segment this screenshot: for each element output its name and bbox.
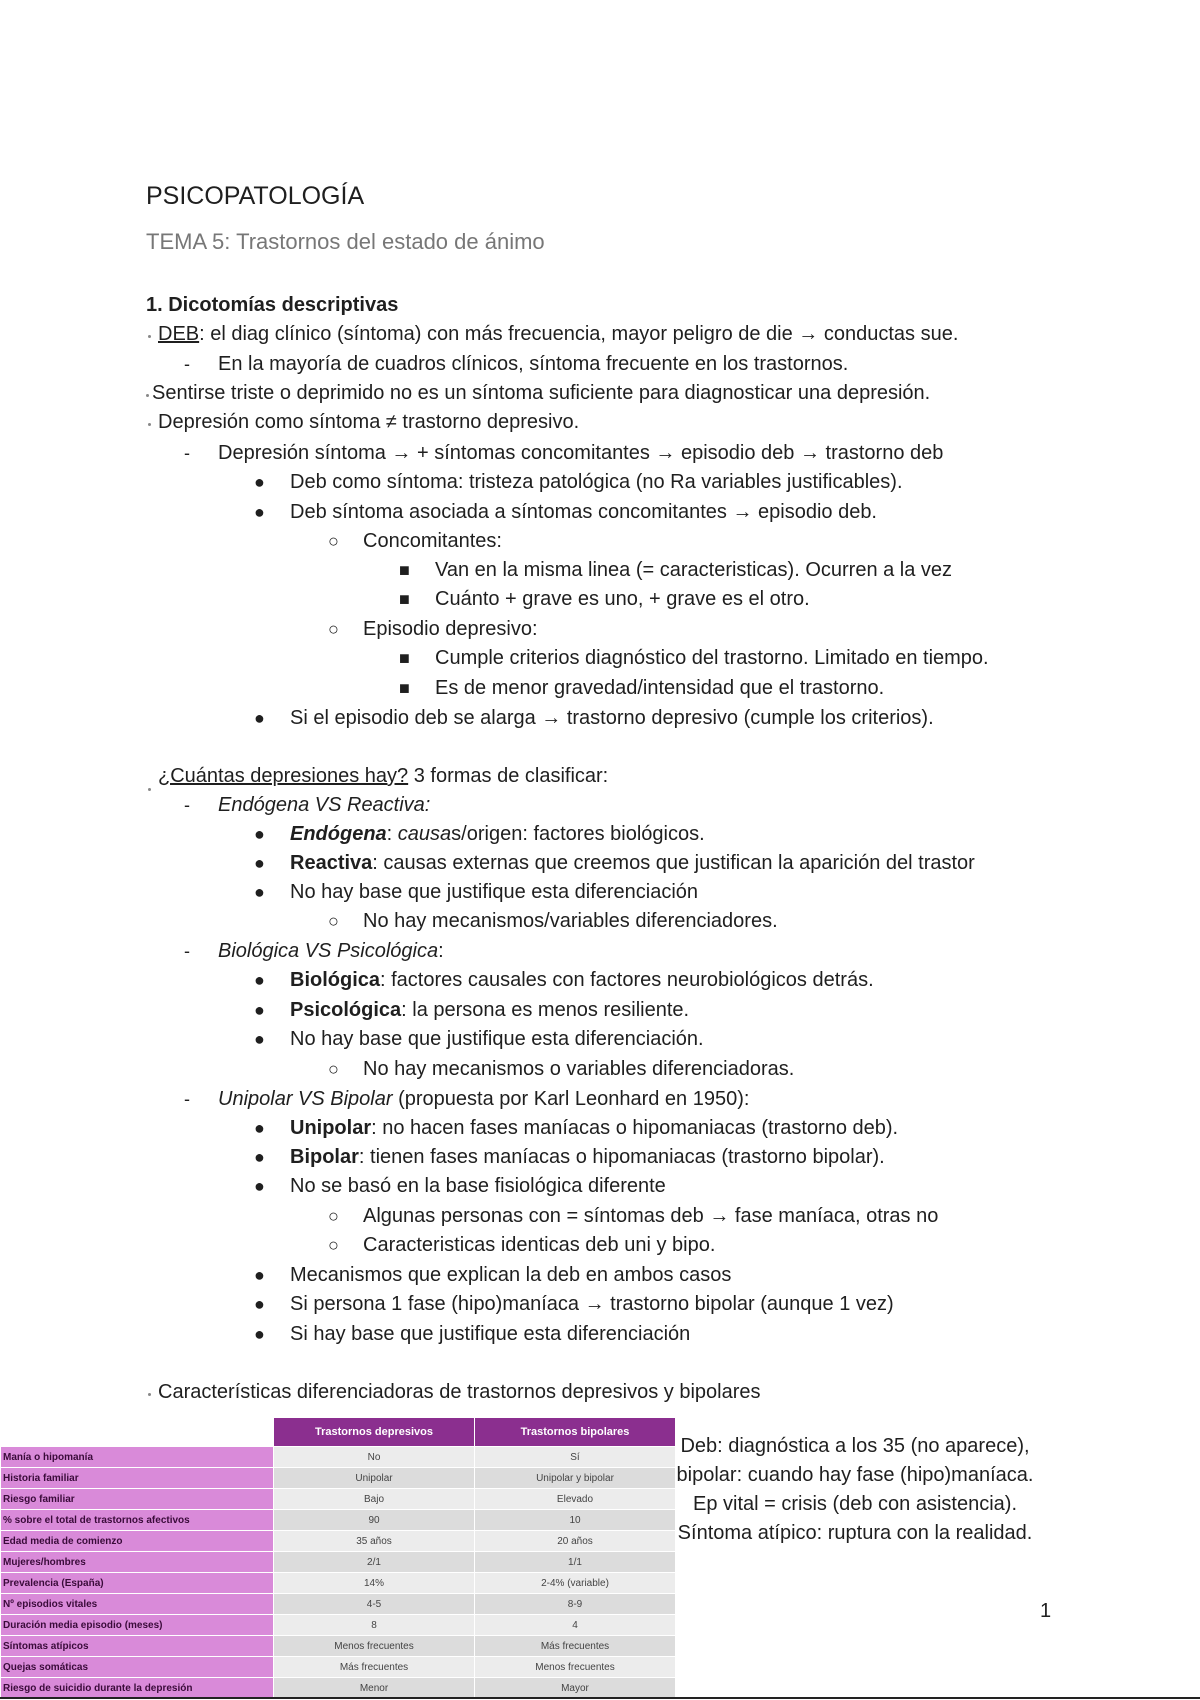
bullet-icon: ● [254,1176,265,1196]
note-line: Ep vital = crisis (deb con asistencia). [692,1493,1018,1515]
text-line: Si hay base que justifique esta diferenciación [290,1323,691,1345]
bullet-icon: ● [254,502,265,522]
text-line: No hay mecanismos o variables diferenciadoras. [363,1058,795,1080]
table-cell: 10 [475,1510,676,1531]
row-label: Nº episodios vitales [1,1594,274,1615]
row-label: Duración media episodio (meses) [1,1615,274,1636]
small-bullet-icon [148,788,151,791]
text-line: Depresión síntoma → + síntomas concomitantes → episodio deb → trastorno deb [218,442,944,464]
bullet-icon: ● [254,472,265,492]
table-row [1,1615,676,1636]
text-line: Deb síntoma asociada a síntomas concomitantes → episodio deb. [290,501,877,523]
small-bullet-icon [148,335,151,338]
table-cell: Unipolar y bipolar [475,1468,676,1489]
table-cell: 8-9 [475,1594,676,1615]
row-label: Quejas somáticas [1,1657,274,1678]
table-cell: Unipolar [274,1468,475,1489]
text-line: Caracteristicas identicas deb uni y bipo. [363,1234,716,1256]
note-line: Síntoma atípico: ruptura con la realidad. [677,1522,1033,1544]
text-line: Si el episodio deb se alarga → trastorno depresivo (cumple los criterios). [290,707,934,729]
row-label: Mujeres/hombres [1,1552,274,1573]
row-label: Riesgo de suicidio durante la depresión [1,1678,274,1699]
text-line: Unipolar: no hacen fases maníacas o hipomaniacas (trastorno deb). [290,1117,899,1139]
text-line: No hay base que justifique esta diferenciación [290,881,699,903]
text-line: Endógena VS Reactiva: [218,794,431,816]
table-cell: Menos frecuentes [274,1636,475,1657]
circle-bullet-icon: ○ [328,911,339,931]
bullet-icon: ● [254,1294,265,1314]
table-row [1,1531,676,1552]
note-line: Deb: diagnóstica a los 35 (no aparece), [680,1435,1030,1457]
page-number: 1 [1040,1600,1052,1622]
row-label: Riesgo familiar [1,1489,274,1510]
text-line: Características diferenciadoras de trastornos depresivos y bipolares [158,1381,761,1403]
table-cell: 14% [274,1573,475,1594]
table-cell: 20 años [475,1531,676,1552]
row-label: Síntomas atípicos [1,1636,274,1657]
side-note [650,1432,1060,1548]
dash-marker-icon: - [184,1089,190,1109]
small-bullet-icon [148,423,151,426]
table-header-blank [1,1418,274,1447]
bullet-icon: ● [254,1029,265,1049]
dash-marker-icon: - [184,795,190,815]
table-cell: 90 [274,1510,475,1531]
bullet-icon: ● [254,1000,265,1020]
text-line: Si persona 1 fase (hipo)maníaca → trastorno bipolar (aunque 1 vez) [290,1293,894,1315]
dash-marker-icon: - [184,941,190,961]
table-cell: 4-5 [274,1594,475,1615]
bullet-icon: ● [254,824,265,844]
dash-marker-icon: - [184,354,190,374]
table-cell: 8 [274,1615,475,1636]
section-heading: 1. Dicotomías descriptivas [146,294,399,316]
text-line: Sentirse triste o deprimido no es un síntoma suficiente para diagnosticar una depresión. [152,382,931,404]
text-line: Episodio depresivo: [363,618,538,640]
document-title: PSICOPATOLOGÍA [146,182,365,210]
text-line: Concomitantes: [363,530,502,552]
text-line: Biológica: factores causales con factores neurobiológicos detrás. [290,969,874,991]
text-line: Deb como síntoma: tristeza patológica (no Ra variables justificables). [290,471,903,493]
row-label: Historia familiar [1,1468,274,1489]
text-line: Reactiva: causas externas que creemos que justifican la aparición del trastor [290,852,975,874]
row-label: Manía o hipomanía [1,1447,274,1468]
text-line: Cuánto + grave es uno, + grave es el otro. [435,588,810,610]
square-bullet-icon: ■ [399,560,410,580]
table-row [1,1594,676,1615]
text-line: No hay mecanismos/variables diferenciadores. [363,910,778,932]
table-row [1,1510,676,1531]
table-cell: No [274,1447,475,1468]
table-cell: Más frecuentes [274,1657,475,1678]
bullet-icon: ● [254,853,265,873]
table-cell: 35 años [274,1531,475,1552]
text-line: Endógena: causas/origen: factores biológicos. [290,823,705,845]
text-line: Es de menor gravedad/intensidad que el trastorno. [435,677,885,699]
small-bullet-icon [148,1393,151,1396]
bullet-icon: ● [254,1265,265,1285]
table-cell: 1/1 [475,1552,676,1573]
table-row [1,1447,676,1468]
table-cell: Elevado [475,1489,676,1510]
note-line: bipolar: cuando hay fase (hipo)maníaca. [676,1464,1034,1486]
text-line: No se basó en la base fisiológica diferente [290,1175,666,1197]
square-bullet-icon: ■ [399,648,410,668]
text-line: ¿Cuántas depresiones hay? 3 formas de clasificar: [158,765,609,787]
text-line: En la mayoría de cuadros clínicos, síntoma frecuente en los trastornos. [218,353,849,375]
bullet-icon: ● [254,1324,265,1344]
document-subtitle: TEMA 5: Trastornos del estado de ánimo [146,229,545,254]
square-bullet-icon: ■ [399,589,410,609]
square-bullet-icon: ■ [399,678,410,698]
table-header-row [1,1418,676,1447]
text-line: Unipolar VS Bipolar (propuesta por Karl Leonhard en 1950): [218,1088,750,1110]
table-cell: 4 [475,1615,676,1636]
bullet-icon: ● [254,882,265,902]
text-line: No hay base que justifique esta diferenciación. [290,1028,704,1050]
table-row [1,1573,676,1594]
text-line: Cumple criterios diagnóstico del trastorno. Limitado en tiempo. [435,647,989,669]
text-line: Algunas personas con = síntomas deb → fase maníaca, otras no [363,1205,939,1227]
text-line: Depresión como síntoma ≠ trastorno depresivo. [158,411,580,433]
table-row [1,1636,676,1657]
table-row [1,1468,676,1489]
table-cell: Bajo [274,1489,475,1510]
table-cell: Mayor [475,1678,676,1699]
row-label: Prevalencia (España) [1,1573,274,1594]
small-bullet-icon [146,394,149,397]
circle-bullet-icon: ○ [328,1206,339,1226]
text-line: Biológica VS Psicológica: [218,940,444,962]
bullet-icon: ● [254,1118,265,1138]
table-row [1,1657,676,1678]
circle-bullet-icon: ○ [328,531,339,551]
text-line: Psicológica: la persona es menos resiliente. [290,999,690,1021]
table-cell: Menor [274,1678,475,1699]
table-cell: Menos frecuentes [475,1657,676,1678]
circle-bullet-icon: ○ [328,1235,339,1255]
table-row [1,1552,676,1573]
table-cell: Sí [475,1447,676,1468]
row-label: Edad media de comienzo [1,1531,274,1552]
comparison-table [0,1417,676,1699]
text-line: Van en la misma linea (= caracteristicas). Ocurren a la vez [435,559,953,581]
table-header-cell: Trastornos depresivos [274,1418,475,1447]
table-cell: 2-4% (variable) [475,1573,676,1594]
dash-marker-icon: - [184,443,190,463]
table-row [1,1678,676,1699]
circle-bullet-icon: ○ [328,1059,339,1079]
text-line: Bipolar: tienen fases maníacas o hipomaniacas (trastorno bipolar). [290,1146,885,1168]
bullet-icon: ● [254,970,265,990]
table-row [1,1489,676,1510]
table-cell: Más frecuentes [475,1636,676,1657]
row-label: % sobre el total de trastornos afectivos [1,1510,274,1531]
table-header-cell: Trastornos bipolares [475,1418,676,1447]
bullet-icon: ● [254,1147,265,1167]
text-line: DEB: el diag clínico (síntoma) con más frecuencia, mayor peligro de die → conductas sue. [158,323,959,345]
text-line: Mecanismos que explican la deb en ambos casos [290,1264,732,1286]
page-divider [0,1697,1200,1699]
bullet-icon: ● [254,708,265,728]
table-cell: 2/1 [274,1552,475,1573]
circle-bullet-icon: ○ [328,619,339,639]
